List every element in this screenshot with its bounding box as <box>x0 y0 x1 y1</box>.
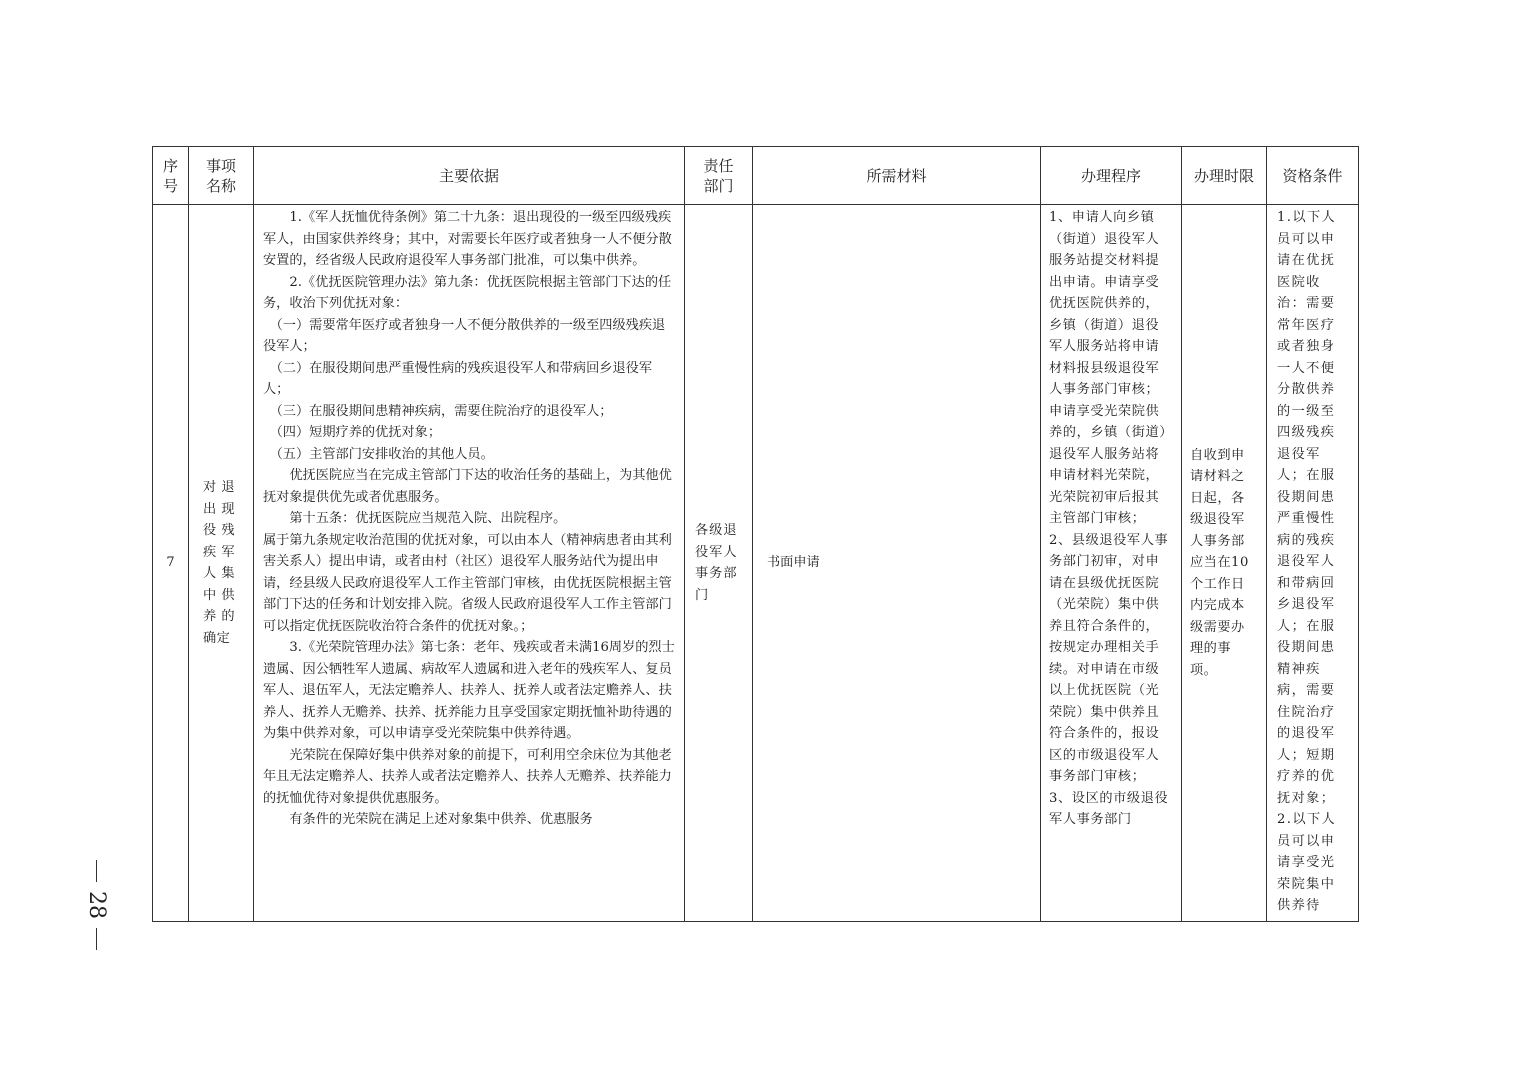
header-required-materials: 所需材料 <box>753 147 1041 205</box>
item-name-cell <box>189 205 254 922</box>
header-main-basis: 主要依据 <box>254 147 685 205</box>
header-procedure: 办理程序 <box>1041 147 1182 205</box>
table-row <box>153 205 1359 922</box>
item-name-value: 对 退 出 现 役 残 疾 军 人 集 中 供 养 的 确定 <box>203 480 236 646</box>
qualification-cell <box>1267 205 1359 922</box>
responsible-dept-cell <box>685 205 753 922</box>
page-number-dash-top <box>96 860 97 882</box>
responsible-dept-value: 各级退 役军人 事务部 门 <box>695 523 738 603</box>
required-materials-cell <box>753 205 1041 922</box>
time-limit-value: 自收到申请材料之日起，各级退役军人事务部应当在10个工作日内完成本级需要办理的事项。 <box>1190 447 1249 678</box>
seq-value: 7 <box>166 555 175 571</box>
time-limit-cell <box>1182 205 1267 922</box>
seq-cell <box>153 205 189 922</box>
main-basis-cell <box>254 205 685 922</box>
page-number <box>76 860 116 960</box>
header-seq: 序 号 <box>153 147 189 205</box>
procedure-cell <box>1041 205 1182 922</box>
procedure-value: 1、申请人向乡镇（街道）退役军人服务站提交材料提出申请。申请享受优抚医院供养的，乡镇（街道）退役军人服务站将申请材料报县级退役军人事务部门审核；申请享受光荣院供养的，乡镇（街道）退役军人服务站将申请材料光荣院，光荣院初审后报其主管部门审核； 2、县级退役军人事务部门初审，对申请在县级优抚医院（光荣院）集中供养且符合条件的，按规定办理相关手续。对申请在市级以上优抚医院（光荣院）集中供养且符合条件的，报设区的市级退役军人事务部门审核； 3、设区的市级退役军人事务部门 <box>1049 210 1169 827</box>
header-qualification: 资格条件 <box>1267 147 1359 205</box>
header-item-name: 事项 名称 <box>189 147 254 205</box>
qualification-value: 1.以下人员可以申请在优抚医院收治：需要常年医疗或者独身一人不便分散供养的一级至四级残疾退役军人；在服役期间患严重慢性病的残疾退役军人和带病回乡退役军人；在服役期间患精神疾病，需要住院治疗的退役军人；短期疗养的优抚对象； 2.以下人员可以申请享受光荣院集中供养待 <box>1277 210 1337 913</box>
main-basis-value: 1.《军人抚恤优待条例》第二十九条：退出现役的一级至四级残疾军人，由国家供养终身；其中，对需要长年医疗或者独身一人不便分散安置的，经省级人民政府退役军人事务部门批准，可以集中供养。 2.《优抚医院管理办法》第九条：优抚医院根据主管部门下达的任务，收治下列优抚对象： （一）需要常年医疗或者独身一人不便分散供养的一级至四级残疾退役军人； （二）在服役期间患严重慢性病的残疾退役军人和带病回乡退役军人； （三）在服役期间患精神疾病，需要住院治疗的退役军人； （四）短期疗养的优抚对象； （五）主管部门安排收治的其他人员。 优抚医院应当在完成主管部门下达的收治任务的基础上，为其他优抚对象提供优先或者优惠服务。 第十五条：优抚医院应当规范入院、出院程序。 属于第九条规定收治范围的优抚对象，可以由本人（精神病患者由其利害关系人）提出申请，或者由村（社区）退役军人服务站代为提出申请，经县级人民政府退役军人工作主管部门审核，由优抚医院根据主管部门下达的任务和计划安排入院。省级人民政府退役军人工作主管部门可以指定优抚医院收治符合条件的优抚对象。； 3.《光荣院管理办法》第七条：老年、残疾或者未满16周岁的烈士遗属、因公牺牲军人遗属、病故军人遗属和进入老年的残疾军人、复员军人、退伍军人，无法定赡养人、扶养人、抚养人或者法定赡养人、扶养人、抚养人无赡养、扶养、抚养能力且享受国家定期抚恤补助待遇的为集中供养对象，可以申请享受光荣院集中供养待遇。 光荣院在保障好集中供养对象的前提下，可利用空余床位为其他老年且无法定赡养人、扶养人或者法定赡养人、扶养人无赡养、扶养能力的抚恤优待对象提供优惠服务。 有条件的光荣院在满足上述对象集中供养、优惠服务 <box>263 210 675 827</box>
header-row <box>153 147 1359 205</box>
page-number-dash-bottom <box>96 928 97 950</box>
header-time-limit: 办理时限 <box>1182 147 1267 205</box>
header-responsible-dept: 责任 部门 <box>685 147 753 205</box>
page-number-value: 28 <box>84 891 109 919</box>
service-item-table <box>152 146 1359 922</box>
required-materials-value: 书面申请 <box>767 555 820 571</box>
